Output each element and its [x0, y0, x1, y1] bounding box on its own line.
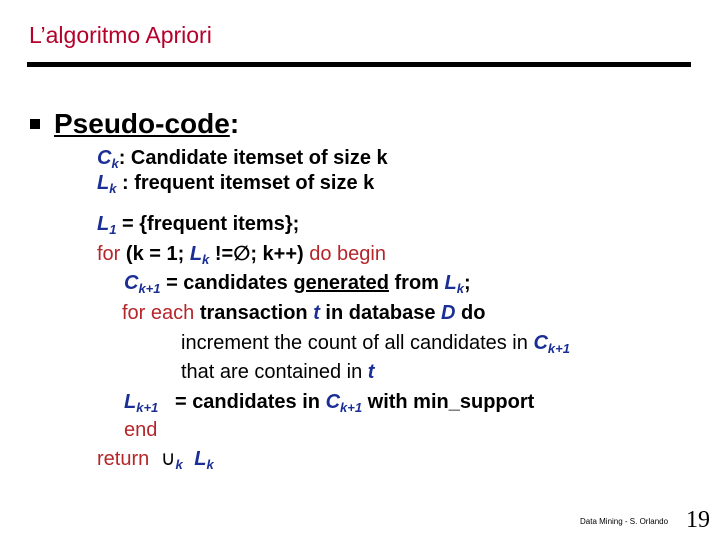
- ck1-subscript: k+1: [138, 281, 161, 296]
- definition-lk: [97, 172, 375, 196]
- ck1-min-subscript: k+1: [340, 400, 363, 415]
- t-contained-symbol: t: [367, 361, 375, 383]
- bullet-heading: [30, 110, 239, 138]
- bullet-heading-colon: :: [229, 108, 240, 139]
- increment-text: increment the count of all candidates in: [181, 332, 534, 354]
- ck1-symbol: C: [124, 272, 139, 294]
- lk1-symbol: L: [124, 391, 137, 413]
- for-increment: ; k++): [250, 243, 304, 265]
- code-line-7: [124, 391, 535, 415]
- lk1-subscript: k+1: [136, 400, 159, 415]
- min-support-text: with min_support: [362, 391, 535, 413]
- code-line-6: [181, 362, 374, 382]
- lk-return-subscript: k: [206, 457, 214, 472]
- l1-rest: = {frequent items};: [116, 213, 300, 235]
- do-text: do: [455, 302, 486, 324]
- lk-loop-symbol: L: [189, 243, 203, 265]
- transaction-text: transaction: [194, 302, 314, 324]
- code-line-5: [181, 332, 570, 356]
- lk-symbol: L: [97, 172, 110, 194]
- in-database-text: in database: [319, 302, 442, 324]
- code-line-2: [97, 243, 386, 267]
- ck-description: : Candidate itemset of size k: [118, 147, 388, 169]
- slide-title: L’algoritmo Apriori: [29, 22, 212, 48]
- ck1-min-symbol: C: [325, 391, 341, 413]
- code-line-3: [124, 272, 471, 296]
- page-number: 19: [686, 507, 710, 533]
- ck1-increment-symbol: C: [533, 332, 548, 354]
- for-keyword: for: [97, 243, 126, 265]
- semicolon: ;: [463, 272, 471, 294]
- t-symbol: t: [313, 302, 320, 324]
- lk-return-symbol: L: [194, 448, 207, 470]
- candidates-in-text: = candidates in: [158, 391, 326, 413]
- for-condition: !=: [209, 243, 234, 265]
- for-init: (k = 1;: [125, 243, 190, 265]
- ck1-increment-subscript: k+1: [547, 341, 570, 356]
- footer-credit: Data Mining - S. Orlando: [580, 517, 669, 526]
- bullet-heading-text: Pseudo-code: [54, 108, 230, 139]
- l1-subscript: 1: [109, 222, 117, 237]
- title-divider: [27, 62, 691, 67]
- do-begin-keyword: do begin: [303, 243, 386, 265]
- lk-loop-subscript: k: [202, 252, 210, 267]
- contained-text: that are contained in: [181, 361, 368, 383]
- lk-subscript: k: [109, 181, 117, 196]
- generated-text: generated: [293, 272, 389, 294]
- lk-description: : frequent itemset of size k: [116, 172, 375, 194]
- ck-subscript: k: [111, 156, 119, 171]
- from-text: from: [388, 272, 445, 294]
- definition-ck: [97, 147, 388, 171]
- ck-symbol: C: [97, 147, 112, 169]
- union-subscript: k: [175, 457, 183, 472]
- code-line-4: [122, 303, 485, 323]
- return-keyword: return: [97, 448, 150, 470]
- lk-from-subscript: k: [456, 281, 464, 296]
- square-bullet-icon: [30, 119, 40, 129]
- lk-from-symbol: L: [444, 272, 457, 294]
- code-line-1: [97, 213, 300, 237]
- for-each-keyword: for each: [122, 302, 195, 324]
- d-symbol: D: [441, 302, 456, 324]
- candidates-text: = candidates: [160, 272, 294, 294]
- union-symbol: ∪: [160, 448, 176, 470]
- code-line-8: end: [124, 419, 158, 441]
- empty-set-symbol: ∅: [233, 243, 251, 265]
- code-line-9: [97, 448, 214, 472]
- l1-symbol: L: [97, 213, 110, 235]
